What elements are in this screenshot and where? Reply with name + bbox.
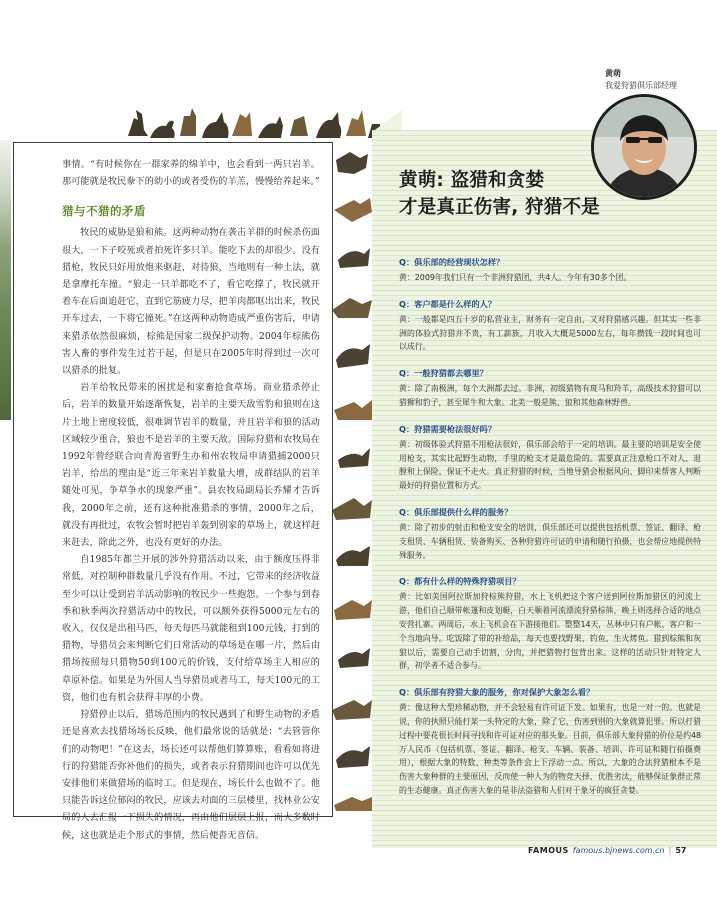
qa-answer: 黄：像这种大型珍稀动物，并不会轻易有许可证下发。如果有，也是一对一的。也就是说，你的执照只能打某一头特定的大象，除了它，伤害到别的大象就算犯罪。所以打猎过程中要花很长时间寻找和许可证对应的那头象。目前，俱乐部大象狩猎的价位是约48万人民币（包括机票、签证、翻译、枪支、车辆、装备、培训、许可证和随行拍摄费用），根据大象的特数、种类等条件会上下浮动一点。所以，大象的合法狩猎根本不是伤害大象种群的主要原因，反而使一种人为的物竞天择、优胜劣汰，能够保证象群正常的生态健康。真正伤害大象的是非法盗猎和人们对于象牙的疯狂贪婪。	[399, 703, 701, 795]
footer-separator: |	[668, 845, 672, 855]
qa-question: Q：一般狩猎都去哪里？	[399, 368, 488, 379]
qa-question: Q：俱乐部的经营现状怎样？	[399, 257, 505, 267]
qa-answer: 黄：比如美国阿拉斯加狩棕熊狩猎，水上飞机把这个客户送到阿拉斯加猎区的河流上游，他们自己顺带帐篷和皮划艇，白天顺着河流漂流狩猎棕熊，晚上则选择合适的地点安营扎寨。两周后，水上飞机会在下游接他们。整整14天，丛林中只有户帐、客户和一个当地向导。吃饭除了带的补给品，每天也要找野果、钓鱼、生火烤鱼。猎到棕熊和灰狼以后，需要自己动手切割，分肉，并把猎物打包背出来。这样的活动只针对特定人群，初学者不适合参与。	[399, 592, 701, 671]
qa-item	[399, 256, 701, 285]
page-number: 57	[675, 845, 687, 855]
animal-silhouette-band-top	[120, 96, 380, 142]
qa-answer: 黄：除了初步的射击和枪支安全的培训，俱乐部还可以提供包括机票、签证、翻译、枪支租赁、车辆租赁、装备购买、各种狩猎许可证的申请和随行拍摄，也会帮应地提供特殊服务。	[399, 522, 701, 560]
article-intro: 事情。“有时候你在一群家养的绵羊中，也会看到一两只岩羊。那可能就是牧民豢下的幼小的或者受伤的羊羔，慢慢给养起来。”	[62, 160, 320, 188]
article-paragraph: 牧民的威胁是狼和熊。这两种动物在袭击羊群的时候杀伤面很大，一下子咬死或者拍死许多只羊。能吃下去的却很少。没有猎枪，牧民只好用放炮来驱赶，对待狼，当地则有一种土法，就是拿摩托车撞。“狼走一只羊都吃不了，看它吃撑了，牧民就开着车在后面追赶它，直到它筋疲力尽，把羊肉都呕出出来，牧民开车过去，一下将它撞死。”在这两种动物造成严重伤害后，申请来猎杀依然很麻烦，棕熊是国家二级保护动物。2004年棕熊伤害人畜的事件发生过若干起，但是只在2005年时得到过一次可以猎杀的批复。	[62, 228, 320, 377]
qa-question: Q：都有什么样的特殊狩猎项目？	[399, 576, 521, 587]
footer-brand: FAMOUS	[528, 845, 569, 855]
panel-corner	[372, 110, 402, 132]
qa-answer: 黄：2009年我们只有一个非洲狩猎团，共4人。今年有30多个团。	[399, 273, 632, 282]
qa-item	[399, 686, 701, 798]
qa-item	[399, 506, 701, 562]
qa-question: Q：俱乐部提供什么样的服务？	[399, 506, 513, 517]
section-title: 猎与不猎的矛盾	[62, 204, 146, 219]
qa-item	[399, 423, 701, 493]
qa-item	[399, 298, 701, 354]
footer-url[interactable]: famous.bjnews.com.cn	[572, 845, 665, 855]
qa-answer: 黄：初级体验式狩猎不用枪法很好，俱乐部会给于一定的培训。最主要的培训是安全使用枪支，其实比起野生动物，手里的枪支才是最危险的。需要真正注意枪口不对人、退膛和上保险，保证不走火。真正狩猎的时候，当地导猎会根据风向、脚印来帮客人判断最好的狩猎位置和方式。	[399, 439, 701, 491]
article-paragraph: 狩猎停止以后，猎场范围内的牧民遇到了和野生动物的矛盾还是喜欢去找猎场场长反映，他们最常说的话就是：“去管管你们的动物吧！”在这去，场长还可以帮他们算算账，看看如将进行的狩猎能否弥补他们的损失，或者表示狩猎期间也许可以优先安排他们来做猎场的临时工。但是现在，场长什么也做不了。他只能告诉这位郁闷的牧民，应该去对面的三层楼里，找林业公安局的人去汇报一下损失的情况，再由他们层层上报，而大多数时候，这也就是走个形式的事情，然后便沓无音信。	[62, 710, 320, 841]
byline-name: 黄萌	[605, 69, 621, 78]
headline-line-2: 才是真正伤害, 狩猎不是	[399, 197, 600, 218]
qa-question: Q：俱乐部有狩猎大象的服务，你对保护大象怎么看？	[399, 687, 595, 698]
qa-list	[399, 256, 701, 811]
byline-role: 我爱狩猎俱乐部经理	[605, 81, 677, 90]
animal-silhouette-band-side	[330, 140, 376, 820]
article-paragraph: 自1985年都兰开展的涉外狩猎活动以来，由于额度压得非常低，对控制种群数量几乎没有作用。不过，它带来的经济收益至少可以让受到岩羊活动影响的牧民少一些抱怨。一个参与到春季和秋季两次狩猎活动中的牧民，可以额外获得5000元左右的收入，仅仅是出租马匹，每天每匹马就能租到100元钱，打到的猎物，导猎员会来判断它们日常活动的草场是在哪一片，然后由猎场按照每只猎物50到100元的价钱，支付给草场主人相应的草原补偿。如果是为外国人当导猎员或者马工，每天100元的工资，他们也有机会获得丰厚的小费。	[62, 555, 320, 703]
qa-answer: 黄：一般都是四五十岁的私营业主，财务有一定自由，又对狩猎感兴趣。但其实一些非洲的体验式狩猎并不贵，有工薪族，月收入大概是5000左右，每年攒钱一段时间也可以成行。	[399, 314, 701, 352]
article-text-box	[13, 142, 333, 841]
qa-answer: 黄：除了南极洲，每个大洲都去过。非洲，初级猎物有斑马和羚羊，高级技术狩猎可以猎狮和豹子，甚至犀牛和大象。北美一般是熊、狼和其他森林野兽。	[399, 384, 701, 407]
headline-line-1: 黄萌: 盗猎和贪婪	[399, 170, 545, 191]
qa-item	[399, 575, 701, 673]
qa-question: Q：狩猎需要枪法很好吗？	[399, 423, 497, 434]
article-paragraph: 岩羊给牧民带来的困扰是和家畜抢食草场。商业猎杀停止后，岩羊的数量开始逐渐恢复，岩羊的主要天敌雪豹和狼则在这片土地上密度较低，很难调节岩羊的数量，并且岩羊和狼的活动区域较少重合，狼也不是岩羊的主要天敌。国际狩猎和农牧局在1992年曾经联合向青海省野生办和州农牧局申请猎捕2000只岩羊，给出的理由是“近三年来岩羊数量大增，成群结队的岩羊随处可见，争草争水的现象严重”。县农牧局副局长乔耀才告诉我，2000年之前，还有这种批准猎杀的事情，2000年之后，就没有再批过，农牧会暂时把岩羊轰到别家的草场上，就这样赶来赶去，除此之外，也没有更好的办法。	[62, 383, 320, 549]
qa-item	[399, 367, 701, 410]
interview-headline	[399, 167, 629, 221]
page-footer	[528, 843, 686, 857]
landscape-photo-strip	[0, 140, 11, 420]
qa-question: Q：客户都是什么样的人？	[399, 298, 497, 309]
